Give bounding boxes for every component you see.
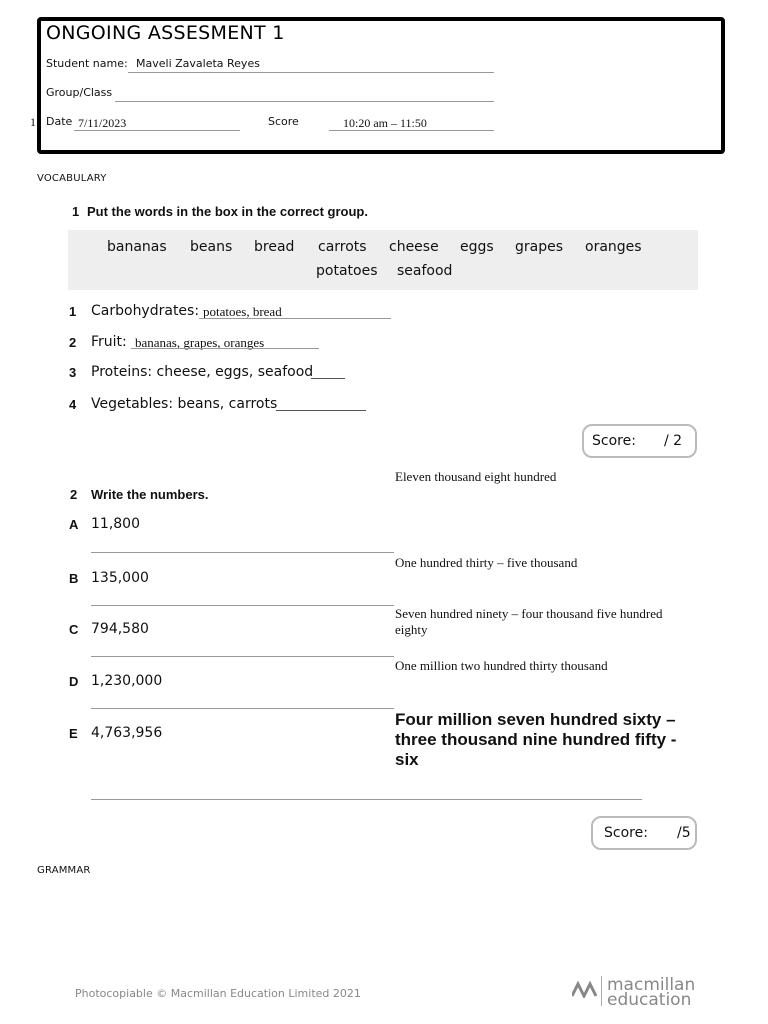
number-b-answer: One hundred thirty – five thousand [395,555,578,570]
number-a-value: 11,800 [91,516,140,532]
number-e-value: 4,763,956 [91,725,163,741]
vocab-item-3-number: 3 [69,365,77,380]
number-b-value: 135,000 [91,570,149,586]
number-c-letter: C [69,622,79,637]
group-class-line [115,101,494,102]
vocabulary-score-total: / 2 [664,433,683,449]
number-e-answer-line2: three thousand nine hundred fifty - [395,730,677,749]
assessment-title: ONGOING ASSESMENT 1 [46,22,285,44]
numbers-score-total: /5 [677,825,691,841]
number-c-answer-line2: eighty [395,622,428,637]
exercise-2-instruction: Write the numbers. [91,487,209,502]
exercise-1-instruction: Put the words in the box in the correct group. [87,204,368,219]
score-line [329,130,494,131]
number-c-answer-line1: Seven hundred ninety – four thousand five hundred [395,606,663,621]
number-d-answer: One million two hundred thirty thousand [395,658,608,673]
student-name-line [128,72,494,73]
number-e-line [91,799,642,800]
word-grapes: grapes [515,239,564,255]
vocab-item-4-line [276,410,366,411]
number-a-line [91,552,394,553]
date-label: Date [46,115,73,128]
vocab-item-1-answer: potatoes, bread [203,304,282,319]
vocab-item-2-line [131,348,319,349]
logo-text-macmillan: macmillan [607,975,696,995]
numbers-score-box [591,816,697,850]
number-e-answer-line1: Four million seven hundred sixty – [395,710,676,729]
score-value: 10:20 am – 11:50 [343,116,427,130]
number-a-answer: Eleven thousand eight hundred [395,469,557,484]
vocab-item-1-line [199,318,391,319]
vocab-item-4-number: 4 [69,397,77,412]
date-prefix: 1 [30,115,36,129]
vocab-item-3-label: Proteins: cheese, eggs, seafood [91,364,314,380]
vocab-item-1-label: Carbohydrates: [91,303,200,319]
vocab-item-2-answer: bananas, grapes, oranges [135,335,265,350]
word-bananas: bananas [107,239,167,255]
score-label: Score [268,115,299,128]
number-b-letter: B [69,571,79,586]
number-b-line [91,605,394,606]
word-carrots: carrots [318,239,367,255]
exercise-2-number: 2 [70,487,78,502]
exercise-1-number: 1 [72,204,80,219]
student-name-value: Maveli Zavaleta Reyes [136,57,260,70]
word-cheese: cheese [389,239,439,255]
word-beans: beans [190,239,233,255]
vocabulary-heading: VOCABULARY [37,173,107,184]
group-class-label: Group/Class [46,86,113,99]
word-seafood: seafood [397,263,453,279]
logo-divider [601,976,602,1006]
vocab-item-3-line [311,378,345,379]
vocabulary-score-box [582,424,697,458]
number-c-line [91,656,394,657]
student-name-label: Student name: [46,57,128,70]
vocabulary-score-label: Score: [592,433,636,449]
number-e-answer-line3: six [395,750,419,769]
number-d-letter: D [69,674,79,689]
number-e-letter: E [69,726,78,741]
number-a-letter: A [69,517,79,532]
copyright-text: Photocopiable © Macmillan Education Limited 2021 [75,987,361,1000]
word-bread: bread [254,239,295,255]
word-eggs: eggs [460,239,494,255]
macmillan-logo-icon [572,978,598,998]
date-line [74,130,240,131]
logo-text-education: education [607,990,692,1010]
number-d-value: 1,230,000 [91,673,163,689]
grammar-heading: GRAMMAR [37,865,91,876]
word-oranges: oranges [585,239,642,255]
word-potatoes: potatoes [316,263,378,279]
numbers-score-label: Score: [604,825,648,841]
vocab-item-2-label: Fruit: [91,334,127,350]
number-c-value: 794,580 [91,621,149,637]
number-d-line [91,708,394,709]
date-value: 7/11/2023 [78,116,127,130]
vocab-item-2-number: 2 [69,335,77,350]
vocab-item-4-label: Vegetables: beans, carrots [91,396,278,412]
vocab-item-1-number: 1 [69,304,77,319]
